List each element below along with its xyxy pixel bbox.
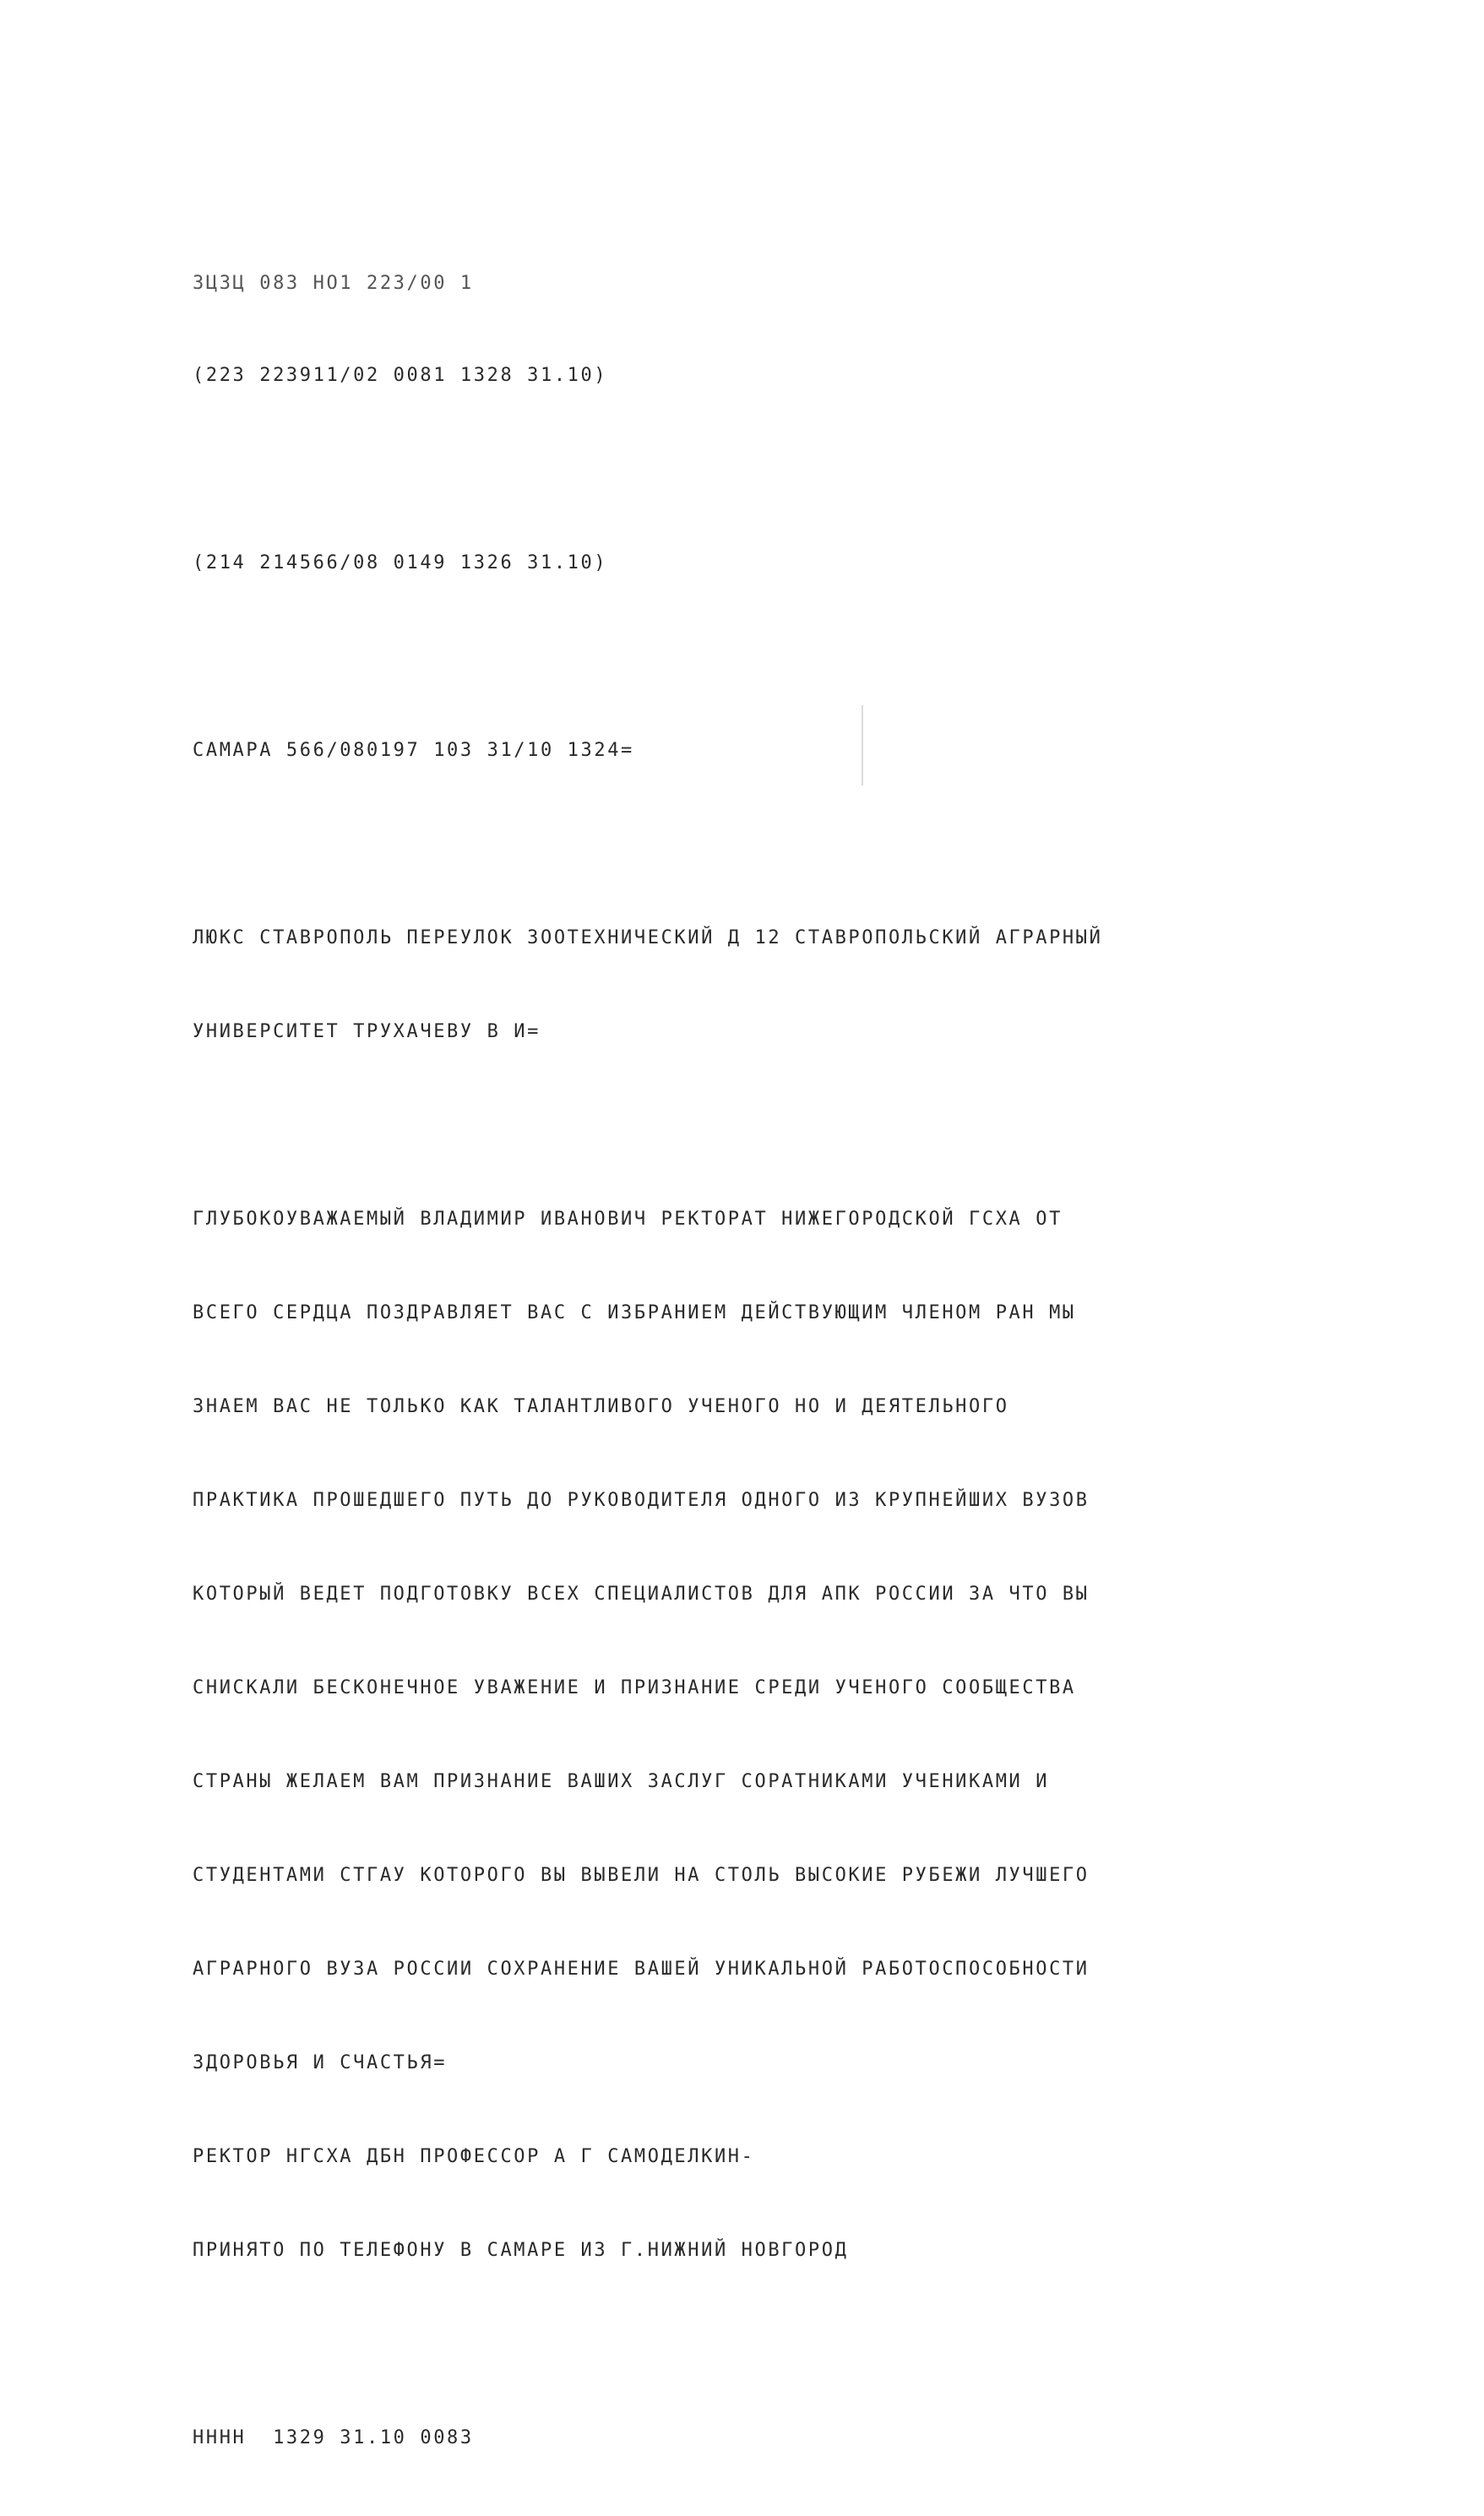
service-line-1: ЗЦЗЦ 083 НО1 223/00 1 [193, 273, 474, 294]
blank-line [193, 2329, 1122, 2360]
footer-line: НННН 1329 31.10 0083 [193, 2427, 474, 2448]
body-line: СТУДЕНТАМИ СТГАУ КОТОРОГО ВЫ ВЫВЕЛИ НА СТОЛЬ ВЫСОКИЕ РУБЕЖИ ЛУЧШЕГО [193, 1865, 1090, 1886]
body-line: ЗДОРОВЬЯ И СЧАСТЬЯ= [193, 2052, 448, 2073]
body-line: ВСЕГО СЕРДЦА ПОЗДРАВЛЯЕТ ВАС С ИЗБРАНИЕМ ДЕЙСТВУЮЩИМ ЧЛЕНОМ РАН МЫ [193, 1302, 1076, 1323]
fold-mark [862, 705, 863, 785]
body-line: СНИСКАЛИ БЕСКОНЕЧНОЕ УВАЖЕНИЕ И ПРИЗНАНИЕ СРЕДИ УЧЕНОГО СООБЩЕСТВА [193, 1677, 1076, 1698]
blank-line [193, 641, 1122, 672]
body-line: АГРАРНОГО ВУЗА РОССИИ СОХРАНЕНИЕ ВАШЕЙ УНИКАЛЬНОЙ РАБОТОСПОСОБНОСТИ [193, 1959, 1090, 1980]
address-line-1: ЛЮКС СТАВРОПОЛЬ ПЕРЕУЛОК ЗООТЕХНИЧЕСКИЙ Д 12 СТАВРОПОЛЬСКИЙ АГРАРНЫЙ [193, 927, 1103, 948]
body-line: КОТОРЫЙ ВЕДЕТ ПОДГОТОВКУ ВСЕХ СПЕЦИАЛИСТОВ ДЛЯ АПК РОССИИ ЗА ЧТО ВЫ [193, 1584, 1090, 1605]
telegram-text [193, 213, 1122, 2516]
blank-line [193, 829, 1122, 860]
blank-line [193, 454, 1122, 485]
received-note: ПРИНЯТО ПО ТЕЛЕФОНУ В САМАРЕ ИЗ Г.НИЖНИЙ НОВГОРОД [193, 2240, 849, 2261]
body-line: СТРАНЫ ЖЕЛАЕМ ВАМ ПРИЗНАНИЕ ВАШИХ ЗАСЛУГ СОРАТНИКАМИ УЧЕНИКАМИ И [193, 1771, 1050, 1792]
service-line-2: (223 223911/02 0081 1328 31.10) [193, 365, 608, 386]
blank-line [193, 1110, 1122, 1141]
origin-line: САМАРА 566/080197 103 31/10 1324= [193, 740, 634, 761]
body-line: ГЛУБОКОУВАЖАЕМЫЙ ВЛАДИМИР ИВАНОВИЧ РЕКТОРАТ НИЖЕГОРОДСКОЙ ГСХА ОТ [193, 1209, 1063, 1230]
body-line: ПРАКТИКА ПРОШЕДШЕГО ПУТЬ ДО РУКОВОДИТЕЛЯ ОДНОГО ИЗ КРУПНЕЙШИХ ВУЗОВ [193, 1490, 1090, 1511]
service-line-3: (214 214566/08 0149 1326 31.10) [193, 552, 608, 573]
signature-line: РЕКТОР НГСХА ДБН ПРОФЕССОР А Г САМОДЕЛКИН- [193, 2146, 755, 2167]
address-line-2: УНИВЕРСИТЕТ ТРУХАЧЕВУ В И= [193, 1021, 541, 1042]
body-line: ЗНАЕМ ВАС НЕ ТОЛЬКО КАК ТАЛАНТЛИВОГО УЧЕНОГО НО И ДЕЯТЕЛЬНОГО [193, 1396, 1009, 1417]
